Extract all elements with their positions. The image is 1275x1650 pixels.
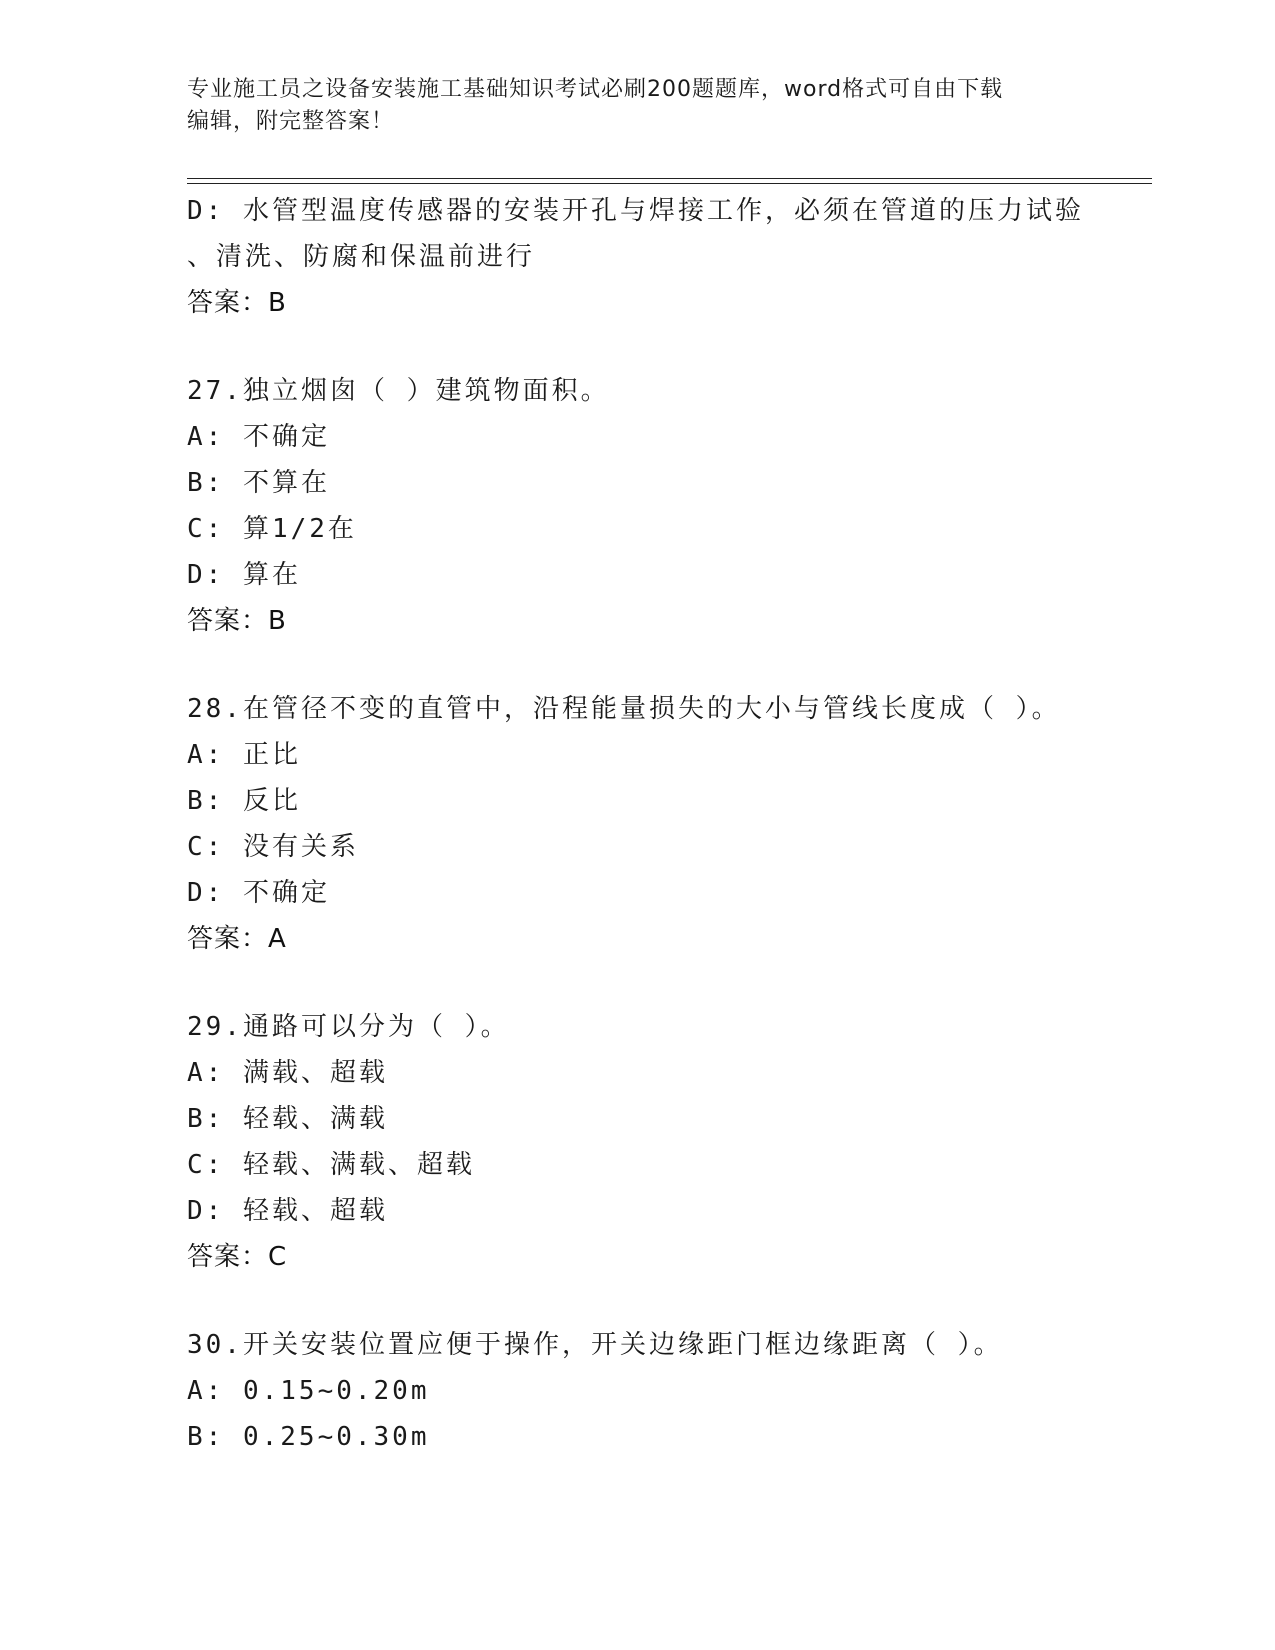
option-b: B: 0.25~0.30m [187,1422,430,1452]
answer-line: 答案：C [187,1242,288,1272]
document-header [187,74,1087,138]
answer-line: 答案：B [187,606,287,636]
option-a: A: 不确定 [187,422,330,452]
question-block-29 [187,1004,1087,1280]
question-text: 27.独立烟囱（ ）建筑物面积。 [187,376,610,406]
option-c: C: 算1/2在 [187,514,357,544]
option-b: B: 轻载、满载 [187,1104,388,1134]
option-c: C: 没有关系 [187,832,359,862]
option-d-continued: 、清洗、防腐和保温前进行 [187,242,536,272]
header-divider-bottom [187,183,1152,184]
spacer [187,644,1087,686]
question-block-26 [187,188,1087,326]
answer-line: 答案：B [187,288,287,318]
option-b: B: 反比 [187,786,301,816]
question-list [187,188,1087,1460]
header-divider-top [187,178,1152,179]
question-text: 30.开关安装位置应便于操作，开关边缘距门框边缘距离（ ）。 [187,1330,1003,1360]
spacer [187,962,1087,1004]
spacer [187,326,1087,368]
question-block-28 [187,686,1087,962]
option-d: D: 不确定 [187,878,330,908]
option-b: B: 不算在 [187,468,330,498]
option-d: D: 算在 [187,560,301,590]
header-title-line-1: 专业施工员之设备安装施工基础知识考试必刷200题题库，word格式可自由下载 [187,77,1004,102]
question-text: 28.在管径不变的直管中，沿程能量损失的大小与管线长度成（ ）。 [187,694,1061,724]
header-title-line-2: 编辑，附完整答案！ [187,109,395,134]
spacer [187,1280,1087,1322]
question-block-27 [187,368,1087,644]
question-block-30 [187,1322,1087,1460]
answer-line: 答案：A [187,924,287,954]
option-a: A: 满载、超载 [187,1058,388,1088]
option-d: D: 水管型温度传感器的安装开孔与焊接工作，必须在管道的压力试验 [187,196,1084,226]
option-c: C: 轻载、满载、超载 [187,1150,475,1180]
option-a: A: 正比 [187,740,301,770]
option-a: A: 0.15~0.20m [187,1376,430,1406]
option-d: D: 轻载、超载 [187,1196,388,1226]
question-text: 29.通路可以分为（ ）。 [187,1012,510,1042]
